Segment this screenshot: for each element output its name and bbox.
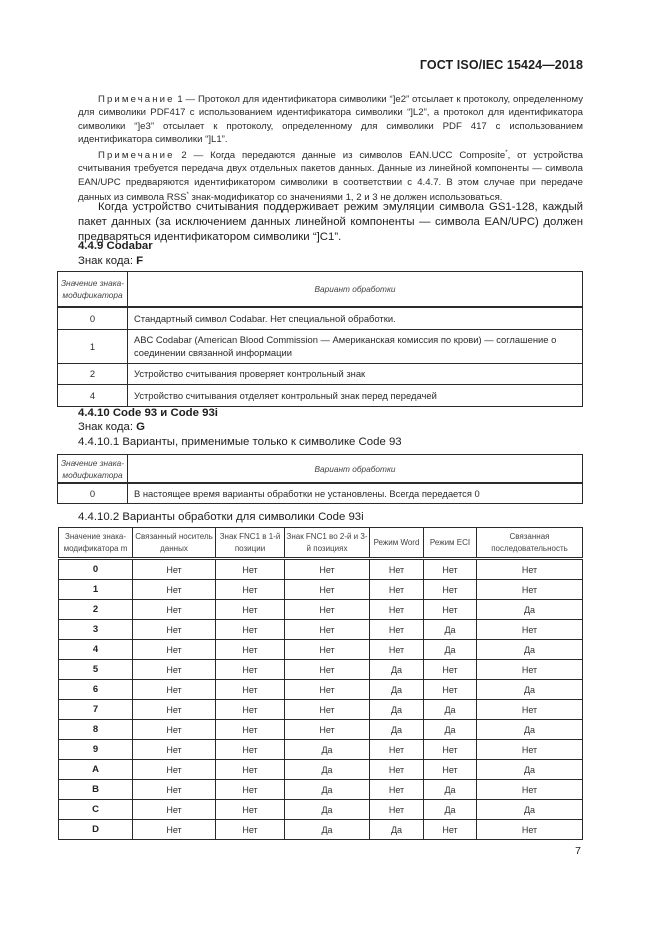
header-processing-option: Вариант обработки xyxy=(128,455,583,484)
cell-value: Нет xyxy=(424,660,477,680)
cell-value: Нет xyxy=(477,740,583,760)
table-row xyxy=(58,307,583,329)
cell-modifier: D xyxy=(59,820,133,840)
cell-modifier: 0 xyxy=(58,483,128,503)
cell-value: Нет xyxy=(370,559,424,580)
subsection-heading-code93i-options: 4.4.10.2 Варианты обработки для символики Code 93i xyxy=(78,511,364,523)
header-modifier-m: Значение знака-модификатора m xyxy=(59,528,133,559)
table-row xyxy=(59,580,583,600)
cell-value: Нет xyxy=(424,760,477,780)
header-linked-sequence: Связанная последовательность xyxy=(477,528,583,559)
code93-table xyxy=(57,454,583,504)
cell-value: Нет xyxy=(424,559,477,580)
cell-option: Устройство считывания отделяет контрольный знак перед передачей xyxy=(128,384,583,406)
table-row xyxy=(58,329,583,363)
cell-value: Да xyxy=(424,640,477,660)
note-1-text: 1 — Протокол для идентификатора символики “]e2” отсылает к протоколу, определенному для символики PDF417 с использованием идентификатора символики “]L2”, а протокол для идентификатора символики “]e3” отсылает к протоколу, определенному для символики PDF 417 с использованием идентификатора символики “]L1”. xyxy=(78,94,583,145)
cell-value: Да xyxy=(477,600,583,620)
cell-value: Нет xyxy=(216,559,285,580)
cell-value: Да xyxy=(477,720,583,740)
code-label: Знак кода: xyxy=(78,255,137,267)
cell-modifier: 0 xyxy=(59,559,133,580)
footnote-mark: * xyxy=(505,150,508,156)
cell-value: Нет xyxy=(370,600,424,620)
table-row xyxy=(59,760,583,780)
cell-modifier: C xyxy=(59,800,133,820)
cell-value: Да xyxy=(285,820,370,840)
header-eci-mode: Режим ECI xyxy=(424,528,477,559)
cell-value: Нет xyxy=(285,600,370,620)
cell-modifier: 1 xyxy=(58,329,128,363)
cell-modifier: 3 xyxy=(59,620,133,640)
cell-modifier: 4 xyxy=(59,640,133,660)
cell-value: Нет xyxy=(216,680,285,700)
cell-value: Нет xyxy=(216,620,285,640)
note-2 xyxy=(78,147,583,205)
cell-value: Да xyxy=(370,720,424,740)
cell-value: Нет xyxy=(477,559,583,580)
table-row xyxy=(59,780,583,800)
cell-value: Нет xyxy=(370,740,424,760)
cell-value: Да xyxy=(285,760,370,780)
page-number: 7 xyxy=(575,845,581,857)
cell-value: Да xyxy=(285,800,370,820)
cell-value: Да xyxy=(477,680,583,700)
note-2-label: Примечание xyxy=(98,150,175,162)
cell-modifier: 7 xyxy=(59,700,133,720)
cell-value: Нет xyxy=(216,800,285,820)
cell-modifier: 4 xyxy=(58,384,128,406)
header-fnc1-first: Знак FNC1 в 1-й позиции xyxy=(216,528,285,559)
code-value: G xyxy=(136,421,146,433)
cell-value: Нет xyxy=(216,820,285,840)
codabar-table xyxy=(57,271,583,407)
cell-value: Да xyxy=(370,660,424,680)
table-row xyxy=(58,363,583,384)
header-fnc1-second-third: Знак FNC1 во 2-й и 3-й позициях xyxy=(285,528,370,559)
cell-value: Нет xyxy=(133,740,216,760)
code93i-table xyxy=(58,527,583,840)
cell-modifier: 5 xyxy=(59,660,133,680)
cell-modifier: 6 xyxy=(59,680,133,700)
table-row xyxy=(58,384,583,406)
cell-value: Нет xyxy=(424,740,477,760)
cell-value: Нет xyxy=(285,580,370,600)
note-2-text-a: 2 — Когда передаются данные из символов EAN.UCC Composite xyxy=(174,150,506,162)
code-label: Знак кода: xyxy=(78,421,137,433)
cell-value: Нет xyxy=(477,700,583,720)
table-row xyxy=(59,600,583,620)
cell-value: Да xyxy=(370,700,424,720)
cell-value: Нет xyxy=(216,580,285,600)
table-row xyxy=(59,720,583,740)
cell-option: Устройство считывания проверяет контрольный знак xyxy=(128,363,583,384)
header-word-mode: Режим Word xyxy=(370,528,424,559)
cell-value: Нет xyxy=(133,660,216,680)
cell-value: Нет xyxy=(133,760,216,780)
cell-option: Стандартный символ Codabar. Нет специальной обработки. xyxy=(128,307,583,329)
footnote-mark: * xyxy=(186,192,189,199)
cell-value: Да xyxy=(477,800,583,820)
note-2-text-b: , от устройства считывания требуется передача двух отдельных пакетов данных. Данные из линейной компоненты — символа EAN/UPC предваряются идентификатором символики в соответствии с 4.4.7. В этом случае при передаче данных из символа RSS xyxy=(78,150,583,204)
note-2-text-c: знак-модификатор со значениями 1, 2 и 3 не должен использоваться. xyxy=(188,192,503,204)
header-linked-carrier: Связанный носитель данных xyxy=(133,528,216,559)
cell-modifier: A xyxy=(59,760,133,780)
cell-value: Да xyxy=(424,700,477,720)
header-processing-option: Вариант обработки xyxy=(128,272,583,308)
cell-value: Нет xyxy=(133,680,216,700)
table-row xyxy=(59,620,583,640)
note-1-label: Примечание xyxy=(98,94,175,105)
cell-value: Нет xyxy=(216,720,285,740)
cell-value: Нет xyxy=(216,660,285,680)
cell-value: Нет xyxy=(477,620,583,640)
cell-modifier: 1 xyxy=(59,580,133,600)
cell-modifier: 9 xyxy=(59,740,133,760)
table-row xyxy=(59,680,583,700)
cell-value: Нет xyxy=(133,600,216,620)
cell-value: Нет xyxy=(216,740,285,760)
cell-value: Нет xyxy=(370,640,424,660)
table-row xyxy=(59,740,583,760)
header-modifier-value: Значение знака-модификатора xyxy=(58,455,128,484)
cell-value: Да xyxy=(424,800,477,820)
cell-value: Нет xyxy=(370,580,424,600)
cell-modifier: 2 xyxy=(58,363,128,384)
cell-value: Да xyxy=(370,820,424,840)
cell-value: Да xyxy=(424,720,477,740)
cell-value: Нет xyxy=(285,620,370,640)
document-header-title: ГОСТ ISO/IEC 15424—2018 xyxy=(419,58,583,72)
cell-value: Нет xyxy=(133,559,216,580)
cell-value: Да xyxy=(370,680,424,700)
code93-code-line xyxy=(78,421,145,433)
cell-option: ABC Codabar (American Blood Commission — Американская комиссия по крови) — соглашение о соединении связанной информации xyxy=(128,329,583,363)
cell-value: Нет xyxy=(285,660,370,680)
cell-value: Нет xyxy=(424,600,477,620)
cell-value: Нет xyxy=(424,580,477,600)
cell-value: Нет xyxy=(285,680,370,700)
table-row xyxy=(58,483,583,503)
table-row xyxy=(59,559,583,580)
cell-value: Нет xyxy=(477,820,583,840)
cell-value: Нет xyxy=(133,780,216,800)
table-row xyxy=(59,660,583,680)
cell-value: Нет xyxy=(216,700,285,720)
table-row xyxy=(59,800,583,820)
cell-option: В настоящее время варианты обработки не установлены. Всегда передается 0 xyxy=(128,483,583,503)
cell-value: Нет xyxy=(370,780,424,800)
cell-value: Нет xyxy=(424,680,477,700)
cell-modifier: 2 xyxy=(59,600,133,620)
cell-value: Да xyxy=(477,640,583,660)
cell-value: Нет xyxy=(133,620,216,640)
cell-value: Нет xyxy=(133,820,216,840)
cell-value: Нет xyxy=(285,559,370,580)
cell-value: Нет xyxy=(216,600,285,620)
note-1 xyxy=(78,93,583,146)
table-header-row xyxy=(58,455,583,484)
cell-value: Нет xyxy=(133,640,216,660)
cell-value: Да xyxy=(285,780,370,800)
cell-modifier: B xyxy=(59,780,133,800)
cell-value: Да xyxy=(477,760,583,780)
cell-value: Нет xyxy=(216,780,285,800)
code-value: F xyxy=(136,255,144,267)
cell-value: Нет xyxy=(133,580,216,600)
section-heading-codabar: 4.4.9 Codabar xyxy=(78,240,153,252)
header-modifier-value: Значение знака-модификатора xyxy=(58,272,128,308)
codabar-code-line xyxy=(78,255,143,267)
cell-value: Да xyxy=(285,740,370,760)
table-row xyxy=(59,700,583,720)
cell-value: Нет xyxy=(424,820,477,840)
cell-value: Нет xyxy=(477,660,583,680)
cell-value: Нет xyxy=(285,700,370,720)
cell-value: Нет xyxy=(477,580,583,600)
cell-modifier: 8 xyxy=(59,720,133,740)
cell-value: Нет xyxy=(370,800,424,820)
cell-value: Нет xyxy=(285,640,370,660)
table-header-row xyxy=(58,272,583,308)
cell-value: Нет xyxy=(477,780,583,800)
subsection-heading-code93-options: 4.4.10.1 Варианты, применимые только к символике Code 93 xyxy=(78,436,402,448)
cell-value: Нет xyxy=(285,720,370,740)
table-row xyxy=(59,820,583,840)
cell-value: Нет xyxy=(370,760,424,780)
cell-value: Нет xyxy=(216,760,285,780)
cell-value: Да xyxy=(424,780,477,800)
gs1-paragraph: Когда устройство считывания поддерживает режим эмуляции символа GS1-128, каждый пакет данных (за исключением данных линейной компоненты — символа EAN/UPC) должен предваряться идентификатором символики “]C1”. xyxy=(78,201,583,243)
section-heading-code93: 4.4.10 Code 93 и Code 93i xyxy=(78,407,218,419)
cell-value: Нет xyxy=(133,700,216,720)
table-row xyxy=(59,640,583,660)
cell-value: Нет xyxy=(133,800,216,820)
cell-value: Нет xyxy=(216,640,285,660)
cell-value: Нет xyxy=(133,720,216,740)
cell-value: Нет xyxy=(370,620,424,640)
table-header-row xyxy=(59,528,583,559)
cell-modifier: 0 xyxy=(58,307,128,329)
cell-value: Да xyxy=(424,620,477,640)
